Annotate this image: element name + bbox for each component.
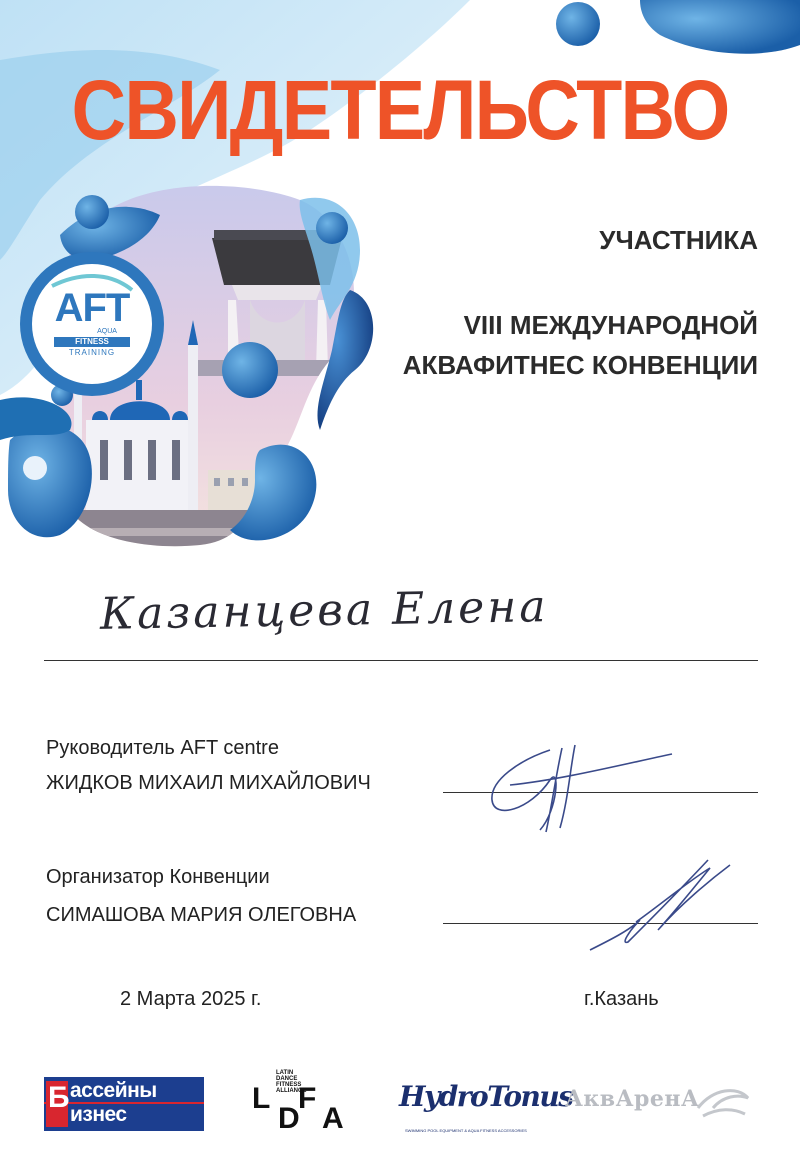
recipient-name: Казанцева Елена [99,581,549,640]
ldfa-tagline: LATIN DANCE FITNESS ALLIANCE [276,1070,307,1094]
hydrotonus-word: HydroTonus [399,1080,573,1113]
ldfa-letter-l: L [252,1082,271,1115]
akvarena-logo [565,1078,755,1128]
aft-logo-text [40,288,144,358]
ball-1 [75,195,109,229]
bb-word-1: ассейны [70,1079,157,1102]
event-line-1: VIII МЕЖДУНАРОДНОЙ [463,310,758,340]
bb-mark-letter: Б [48,1081,70,1114]
aft-main: AFT [54,286,130,330]
akvarena-wave-icon [693,1078,753,1128]
akvarena-word: АквАренА [565,1086,700,1112]
issue-date: 2 Марта 2025 г. [120,988,262,1010]
ldfa-letter-f: F [298,1082,317,1115]
ball-white [23,456,47,480]
signer-2-role: Организатор Конвенции [46,866,270,888]
ldfa-logo [252,1070,352,1136]
ball-3 [316,212,348,244]
bb-word-2: изнес [70,1103,127,1126]
ball-2 [222,342,278,398]
aft-line3: TRAINING [68,348,116,357]
signer-1-role: Руководитель AFT centre [46,737,279,759]
signature-1-icon [480,740,680,840]
event-line-2: АКВАФИТНЕС КОНВЕНЦИИ [402,350,758,380]
certificate-title: СВИДЕТЕЛЬСТВО [71,63,729,157]
ldfa-letter-d: D [278,1102,300,1135]
signature-2-icon [580,850,740,960]
hydrotonus-logo [393,1066,573,1138]
signer-1-name: ЖИДКОВ МИХАИЛ МИХАЙЛОВИЧ [46,772,371,794]
aft-line2: FITNESS [54,337,130,347]
name-underline [44,660,758,661]
hydrotonus-tagline: SWIMMING POOL EQUIPMENT & AQUA FITNESS ACCESSORIES [405,1128,527,1133]
blob-left-bottom [8,426,92,538]
small-ball-top [556,2,600,46]
issue-city: г.Казань [584,988,659,1010]
signer-2-name: СИМАШОВА МАРИЯ ОЛЕГОВНА [46,904,357,926]
ldfa-letter-a: A [322,1102,344,1135]
aft-line1: AQUA [97,328,117,335]
top-right-blob [640,0,800,54]
basseiny-biznes-logo [44,1077,204,1131]
participant-heading: УЧАСТНИКА [599,225,758,255]
